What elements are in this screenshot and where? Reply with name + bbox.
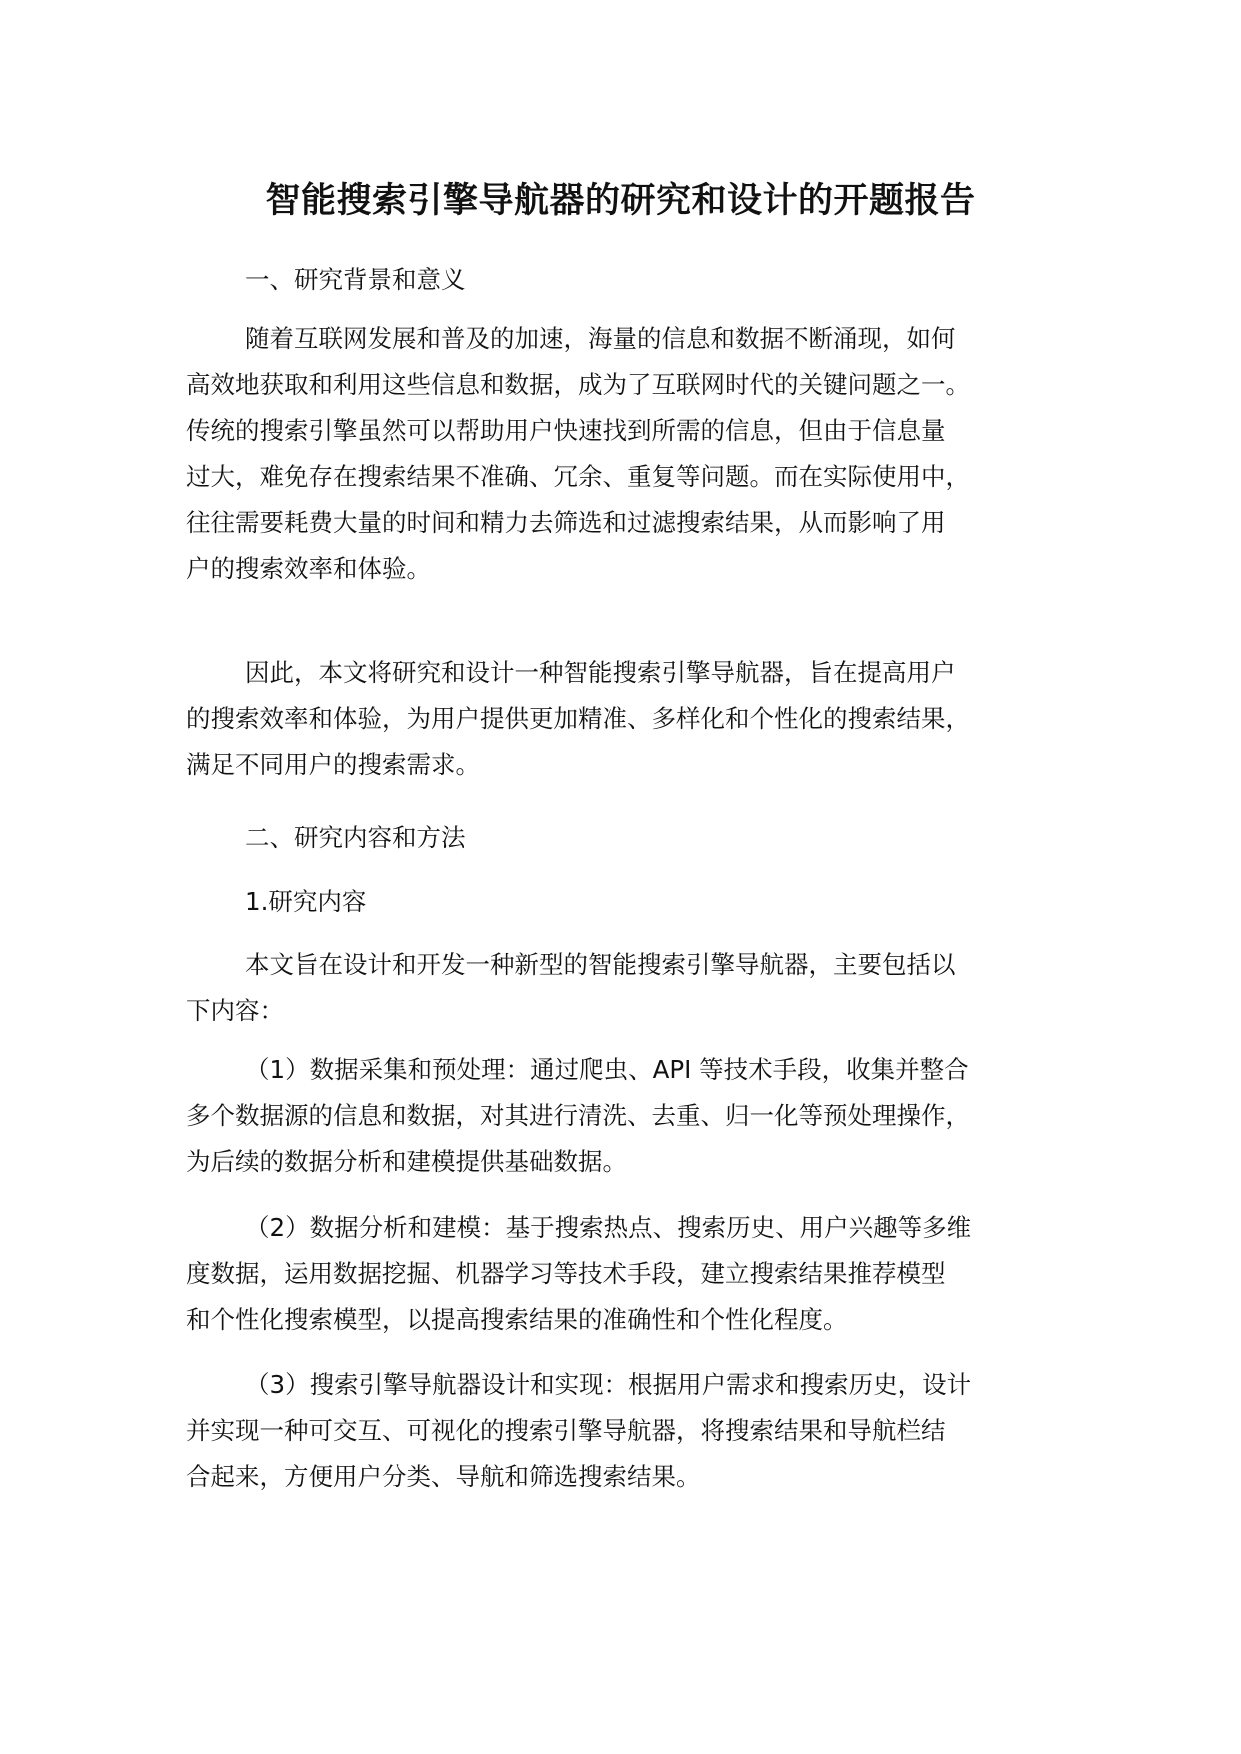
paragraph-intro (186, 942, 1066, 1034)
paragraph-line: 并实现一种可交互、可视化的搜索引擎导航器，将搜索结果和导航栏结 (186, 1416, 946, 1445)
paragraph-purpose (186, 650, 1066, 788)
subsection-heading-content: 1.研究内容 (245, 887, 367, 916)
paragraph-line: 因此，本文将研究和设计一种智能搜索引擎导航器，旨在提高用户 (245, 658, 956, 687)
paragraph-line: 过大，难免存在搜索结果不准确、冗余、重复等问题。而在实际使用中， (186, 462, 970, 491)
paragraph-line: 多个数据源的信息和数据，对其进行清洗、去重、归一化等预处理操作， (186, 1101, 970, 1130)
paragraph-line: 传统的搜索引擎虽然可以帮助用户快速找到所需的信息，但由于信息量 (186, 416, 946, 445)
paragraph-line: 户的搜索效率和体验。 (186, 554, 431, 583)
paragraph-line: 合起来，方便用户分类、导航和筛选搜索结果。 (186, 1462, 701, 1491)
paragraph-background (186, 316, 1066, 592)
paragraph-item-2 (186, 1205, 1066, 1343)
section-heading-background: 一、研究背景和意义 (245, 265, 466, 294)
paragraph-line: 本文旨在设计和开发一种新型的智能搜索引擎导航器，主要包括以 (245, 950, 956, 979)
paragraph-line: 满足不同用户的搜索需求。 (186, 750, 480, 779)
paragraph-line: 高效地获取和利用这些信息和数据，成为了互联网时代的关键问题之一。 (186, 370, 970, 399)
paragraph-line: 为后续的数据分析和建模提供基础数据。 (186, 1147, 627, 1176)
paragraph-line: （2）数据分析和建模：基于搜索热点、搜索历史、用户兴趣等多维 (245, 1213, 972, 1242)
paragraph-line: 往往需要耗费大量的时间和精力去筛选和过滤搜索结果，从而影响了用 (186, 508, 946, 537)
paragraph-line: 的搜索效率和体验，为用户提供更加精准、多样化和个性化的搜索结果， (186, 704, 970, 733)
paragraph-line: 下内容： (186, 996, 284, 1025)
document-title: 智能搜索引擎导航器的研究和设计的开题报告 (265, 181, 976, 221)
section-heading-content-method: 二、研究内容和方法 (245, 823, 466, 852)
paragraph-item-3 (186, 1362, 1066, 1500)
paragraph-line: （3）搜索引擎导航器设计和实现：根据用户需求和搜索历史，设计 (245, 1370, 972, 1399)
paragraph-item-1 (186, 1047, 1066, 1185)
paragraph-line: 度数据，运用数据挖掘、机器学习等技术手段，建立搜索结果推荐模型 (186, 1259, 946, 1288)
paragraph-line: 随着互联网发展和普及的加速，海量的信息和数据不断涌现，如何 (245, 324, 956, 353)
paragraph-line: （1）数据采集和预处理：通过爬虫、API 等技术手段，收集并整合 (245, 1055, 969, 1084)
paragraph-line: 和个性化搜索模型，以提高搜索结果的准确性和个性化程度。 (186, 1305, 848, 1334)
